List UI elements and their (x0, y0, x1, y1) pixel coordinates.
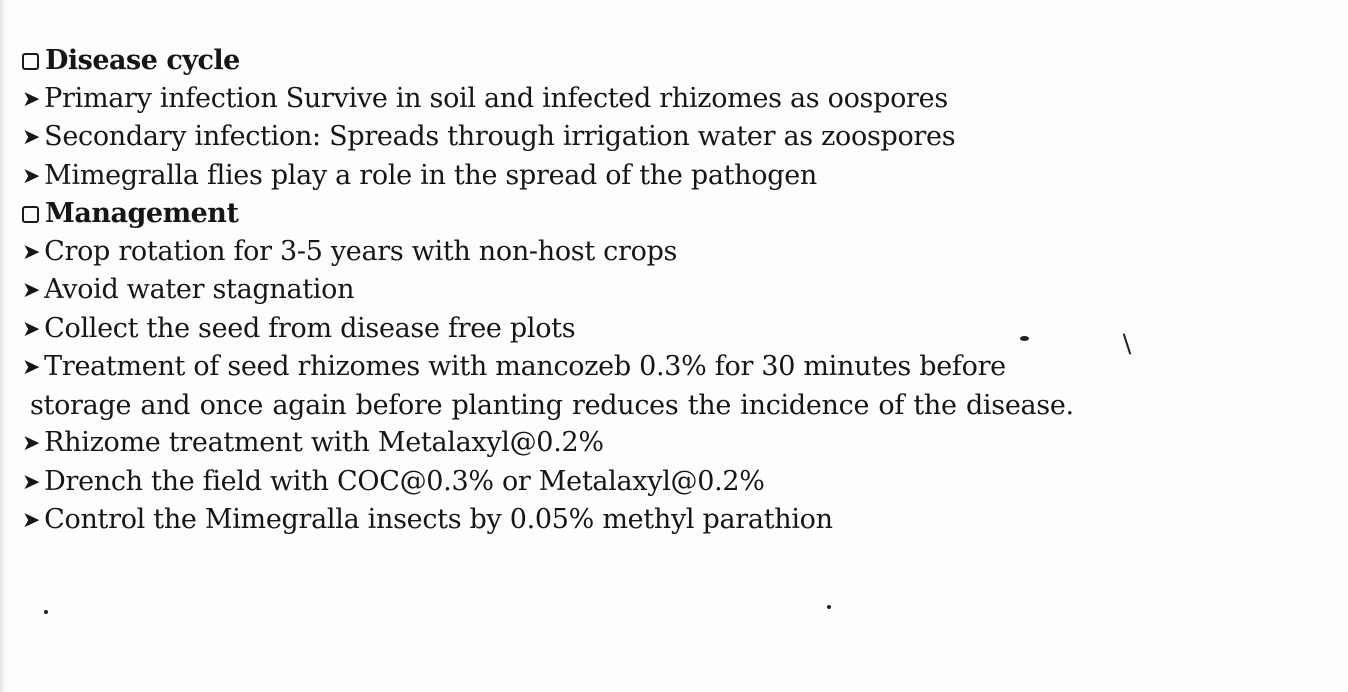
arrowhead-icon: ➤ (22, 163, 41, 189)
arrowhead-icon: ➤ (22, 86, 41, 112)
arrowhead-icon: ➤ (22, 431, 41, 456)
list-item: ➤ Crop rotation for 3-5 years with non-host crops (22, 233, 1312, 272)
list-item: ➤ Drench the field with COC@0.3% or Metalaxyl@0.2% (22, 463, 1312, 502)
paper-speck (44, 610, 48, 614)
arrowhead-icon: ➤ (22, 239, 41, 265)
section-heading-disease-cycle: Disease cycle (22, 42, 1312, 80)
page-edge-shadow (0, 0, 6, 692)
paper-speck (827, 605, 831, 609)
notes-content (22, 42, 1312, 540)
arrowhead-icon: ➤ (22, 355, 41, 380)
arrowhead-icon: ➤ (22, 125, 41, 150)
arrowhead-icon: ➤ (22, 316, 41, 342)
list-item: ➤ Avoid water stagnation (22, 271, 1312, 310)
list-item-continuation: storage and once again before planting reduces the incidence of the disease. (30, 389, 1074, 421)
checkbox-square-icon (22, 53, 39, 70)
checkbox-square-icon (22, 206, 39, 223)
list-item: ➤ Treatment of seed rhizomes with mancozeb 0.3% for 30 minutes before (22, 348, 1312, 387)
list-item: ➤ Collect the seed from disease free plots (22, 310, 1312, 349)
list-item: ➤ Primary infection Survive in soil and infected rhizomes as oospores (22, 80, 1312, 119)
list-item: ➤ Control the Mimegralla insects by 0.05% methyl parathion (22, 501, 1312, 540)
section-heading-management: Management (22, 195, 1312, 233)
arrowhead-icon: ➤ (22, 508, 41, 533)
list-item: ➤ Rhizome treatment with Metalaxyl@0.2% (22, 424, 1312, 463)
paper-speck (1020, 336, 1029, 341)
list-item: ➤ Mimegralla flies play a role in the spread of the pathogen (22, 157, 1312, 196)
list-item: ➤ Secondary infection: Spreads through irrigation water as zoospores (22, 118, 1312, 157)
arrowhead-icon: ➤ (22, 278, 41, 303)
arrowhead-icon: ➤ (22, 469, 41, 495)
